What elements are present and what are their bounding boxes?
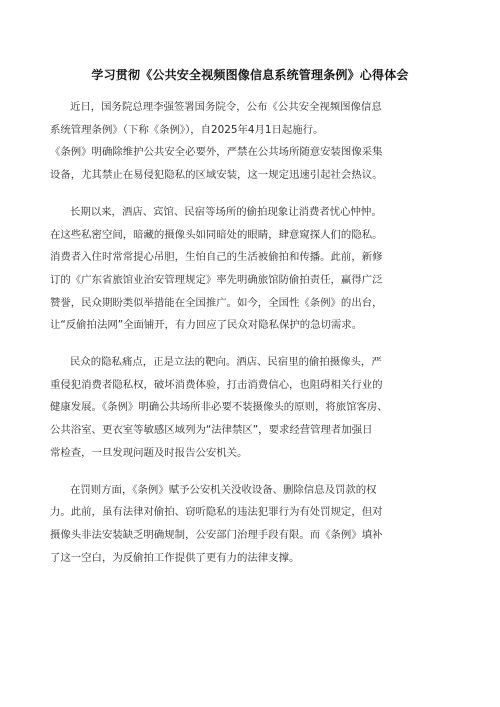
text-line: 民众的隐私痛点，正是立法的靶向。酒店、民宿里的偷拍摄像头，严 [70, 356, 382, 369]
text-line: 在这些私密空间，暗藏的摄像头如同暗处的眼睛，肆意窥探人们的隐私。 [50, 228, 383, 241]
document-body [50, 96, 452, 583]
paragraph-3 [50, 351, 452, 465]
page-title: 学习贯彻《公共安全视频图像信息系统管理条例》心得体会 [91, 68, 409, 82]
text-line: 消费者入住时常常提心吊胆，生怕自己的生活被偷拍和传播。此前，新修 [50, 251, 383, 264]
paragraph-2 [50, 201, 452, 337]
text-line: 健康发展。《条例》明确公共场所非必要不装摄像头的原则，将旅馆客房、 [50, 401, 388, 414]
text-line: 常检查，一旦发现问题及时报告公安机关。 [50, 446, 248, 459]
text-line: 力。此前，虽有法律对偷拍、窃听隐私的违法犯罪行为有处罚规定，但对 [50, 506, 383, 519]
paragraph-4 [50, 479, 452, 570]
text-line: 设备，尤其禁止在易侵犯隐私的区域安装，这一规定迅速引起社会热议。 [50, 169, 383, 182]
text-line: 近日，国务院总理李强签署国务院令，公布《公共安全视频图像信息 [70, 101, 382, 113]
text-line: 了这一空白，为反偷拍工作提供了更有力的法律支撑。 [50, 551, 300, 564]
text-line: 公共浴室、更衣室等敏感区域列为“法律禁区”，要求经营管理者加强日 [50, 424, 373, 437]
text-line: 在罚则方面，《条例》赋予公安机关没收设备、删除信息及罚款的权 [70, 483, 377, 496]
text-line: 让“反偷拍法网”全面铺开，有力回应了民众对隐私保护的急切需求。 [50, 319, 363, 332]
text-line: 重侵犯消费者隐私权，破坏消费体验，打击消费信心，也阻碍相关行业的 [50, 378, 383, 391]
text-line: 《条例》明确除维护公共安全必要外，严禁在公共场所随意安装图像采集 [50, 146, 383, 159]
text-line: 摄像头非法安装缺乏明确规制，公安部门治理手段有限。而《条例》填补 [50, 528, 383, 541]
paragraph-1 [50, 96, 452, 187]
text-line: 长期以来，酒店、宾馆、民宿等场所的偷拍现象让消费者忧心忡忡。 [70, 205, 382, 218]
text-line: 订的《广东省旅馆业治安管理规定》率先明确旅馆防偷拍责任，赢得广泛 [50, 273, 383, 286]
text-line: 系统管理条例》（下称《条例》），自2025年4月1日起施行。 [50, 123, 324, 136]
text-line: 赞誉，民众期盼类似举措能在全国推广。如今，全国性《条例》的出台， [50, 296, 383, 309]
